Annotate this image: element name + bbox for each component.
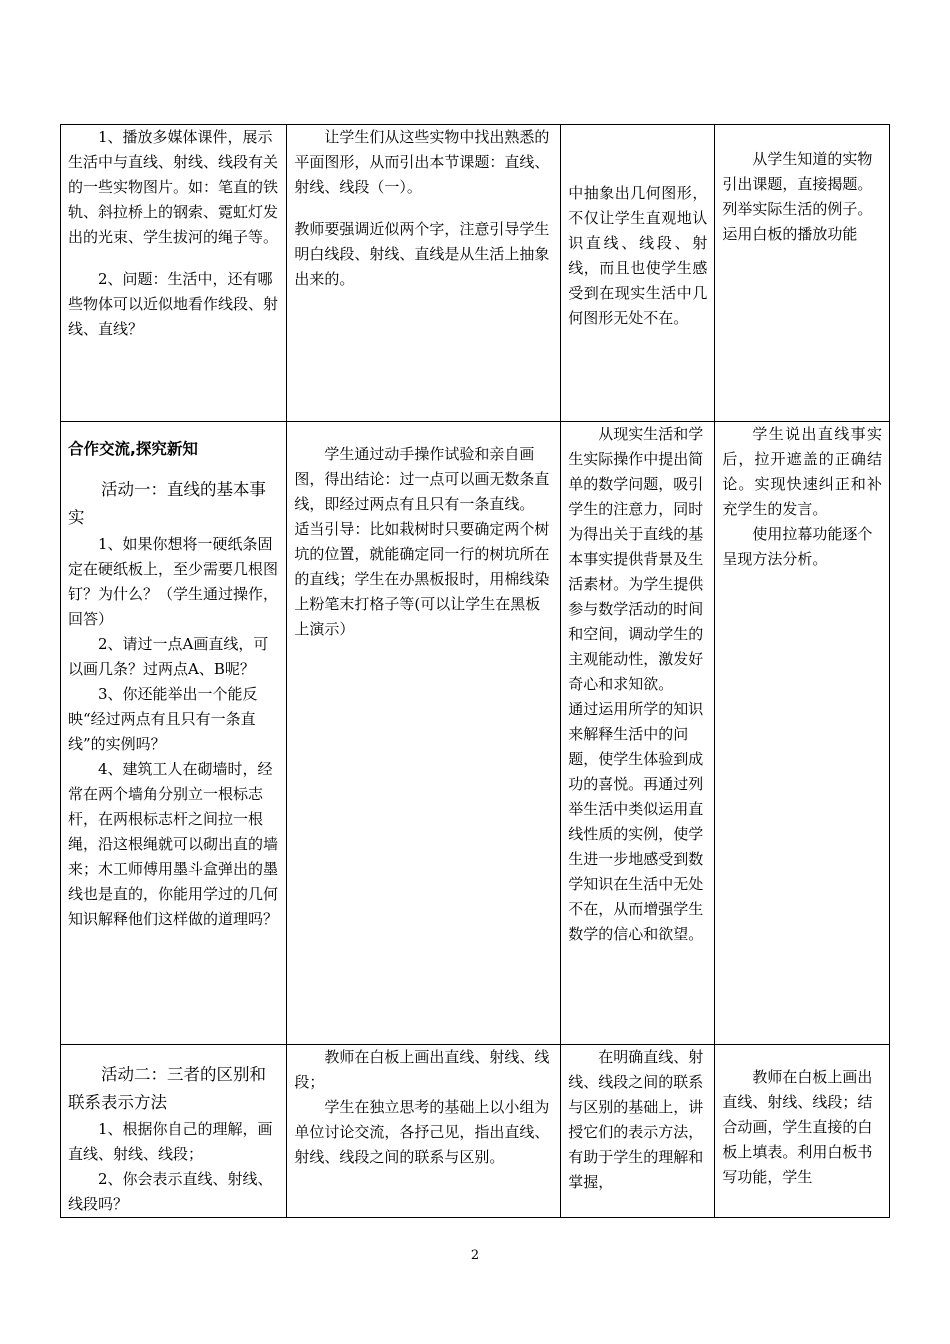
question-text: 1、根据你自己的理解，画直线、射线、线段； <box>68 1120 273 1163</box>
whiteboard-text: 学生说出直线事实后，拉开遮盖的正确结论。实现快速纠正和补充学生的发言。 <box>722 425 882 518</box>
intent-text: 在明确直线、射线、线段之间的联系与区别的基础上，讲授它们的表示方法，有助于学生的理解和掌握， <box>568 1048 704 1191</box>
whiteboard-text: 教师在白板上画出直线、射线、线段；结合动画，学生直接的白板上填表。利用白板书写功能，学生 <box>722 1068 873 1186</box>
whiteboard-use-cell <box>715 1045 890 1218</box>
page-number: 2 <box>470 1248 480 1263</box>
teaching-activity-cell <box>61 422 287 1045</box>
whiteboard-use-cell <box>715 125 890 422</box>
question-text: 4、建筑工人在砌墙时，经常在两个墙角分别立一根标志杆，在两根标志杆之间拉一根绳，沿这根绳就可以砌出直的墙来；木工师傅用墨斗盒弹出的墨线也是直的，你能用学过的几何知识解释他们这样做的道理吗？ <box>68 760 279 928</box>
student-activity-cell <box>287 422 561 1045</box>
activity-text: 教师要强调近似两个字，注意引导学生明白线段、射线、直线是从生活上抽象出来的。 <box>294 220 550 288</box>
design-intent-cell <box>561 125 715 422</box>
student-activity-cell <box>287 125 561 422</box>
question-text: 3、你还能举出一个能反映“经过两点有且只有一条直线”的实例吗？ <box>68 685 258 753</box>
teaching-activity-cell <box>61 1045 287 1218</box>
question-text: 2、你会表示直线、射线、线段吗？ <box>68 1170 273 1213</box>
activity-text: 适当引导：比如栽树时只要确定两个树坑的位置，就能确定同一行的树坑所在的直线；学生在办黑板报时，用棉线染上粉笔末打格子等(可以让学生在黑板上演示） <box>294 520 550 638</box>
question-text: 1、如果你想将一硬纸条固定在硬纸板上，至少需要几根图钉？为什么？（学生通过操作，回答） <box>68 535 279 628</box>
activity-text: 让学生们从这些实物中找出熟悉的平面图形，从而引出本节课题：直线、射线、线段（一）。 <box>294 128 550 196</box>
table-row <box>61 422 890 1045</box>
section-heading: 合作交流,探究新知 <box>68 440 198 458</box>
table-row <box>61 125 890 422</box>
whiteboard-text: 使用拉幕功能逐个呈现方法分析。 <box>722 525 873 568</box>
student-activity-cell <box>287 1045 561 1218</box>
whiteboard-use-cell <box>715 422 890 1045</box>
intent-text: 通过运用所学的知识来解释生活中的问题，使学生体验到成功的喜悦。再通过列举生活中类似运用直线性质的实例，使学生进一步地感受到数学知识在生活中无处不在，从而增强学生数学的信心和欲望。 <box>568 700 704 943</box>
activity-text: 教师在白板上画出直线、射线、线段； <box>294 1048 550 1091</box>
activity-title: 活动一：直线的基本事实 <box>68 480 266 527</box>
activity-text: 2、问题：生活中，还有哪些物体可以近似地看作线段、射线、直线？ <box>68 270 279 338</box>
activity-text: 学生在独立思考的基础上以小组为单位讨论交流，各抒己见，指出直线、射线、线段之间的联系与区别。 <box>294 1098 550 1166</box>
intent-text: 中抽象出几何图形，不仅让学生直观地认识直线、线段、射线，而且也使学生感受到在现实生活中几何图形无处不在。 <box>568 184 708 327</box>
table-row <box>61 1045 890 1218</box>
design-intent-cell <box>561 1045 715 1218</box>
activity-text: 1、播放多媒体课件，展示生活中与直线、射线、线段有关的一些实物图片。如：笔直的铁轨、斜拉桥上的钢索、霓虹灯发出的光束、学生拔河的绳子等。 <box>68 128 279 246</box>
question-text: 2、请过一点A画直线，可以画几条？过两点A、B呢？ <box>68 635 269 678</box>
design-intent-cell <box>561 422 715 1045</box>
activity-text: 学生通过动手操作试验和亲自画图，得出结论：过一点可以画无数条直线，即经过两点有且只有一条直线。 <box>294 445 550 513</box>
activity-title: 活动二：三者的区别和联系表示方法 <box>68 1065 266 1112</box>
whiteboard-text: 从学生知道的实物引出课题，直接揭题。列举实际生活的例子。运用白板的播放功能 <box>722 150 873 243</box>
lesson-plan-table <box>60 124 890 1218</box>
intent-text: 从现实生活和学生实际操作中提出简单的数学问题，吸引学生的注意力，同时为得出关于直线的基本事实提供背景及生活素材。为学生提供参与数学活动的时间和空间，调动学生的主观能动性，激发好奇心和求知欲。 <box>568 425 704 693</box>
teaching-activity-cell <box>61 125 287 422</box>
